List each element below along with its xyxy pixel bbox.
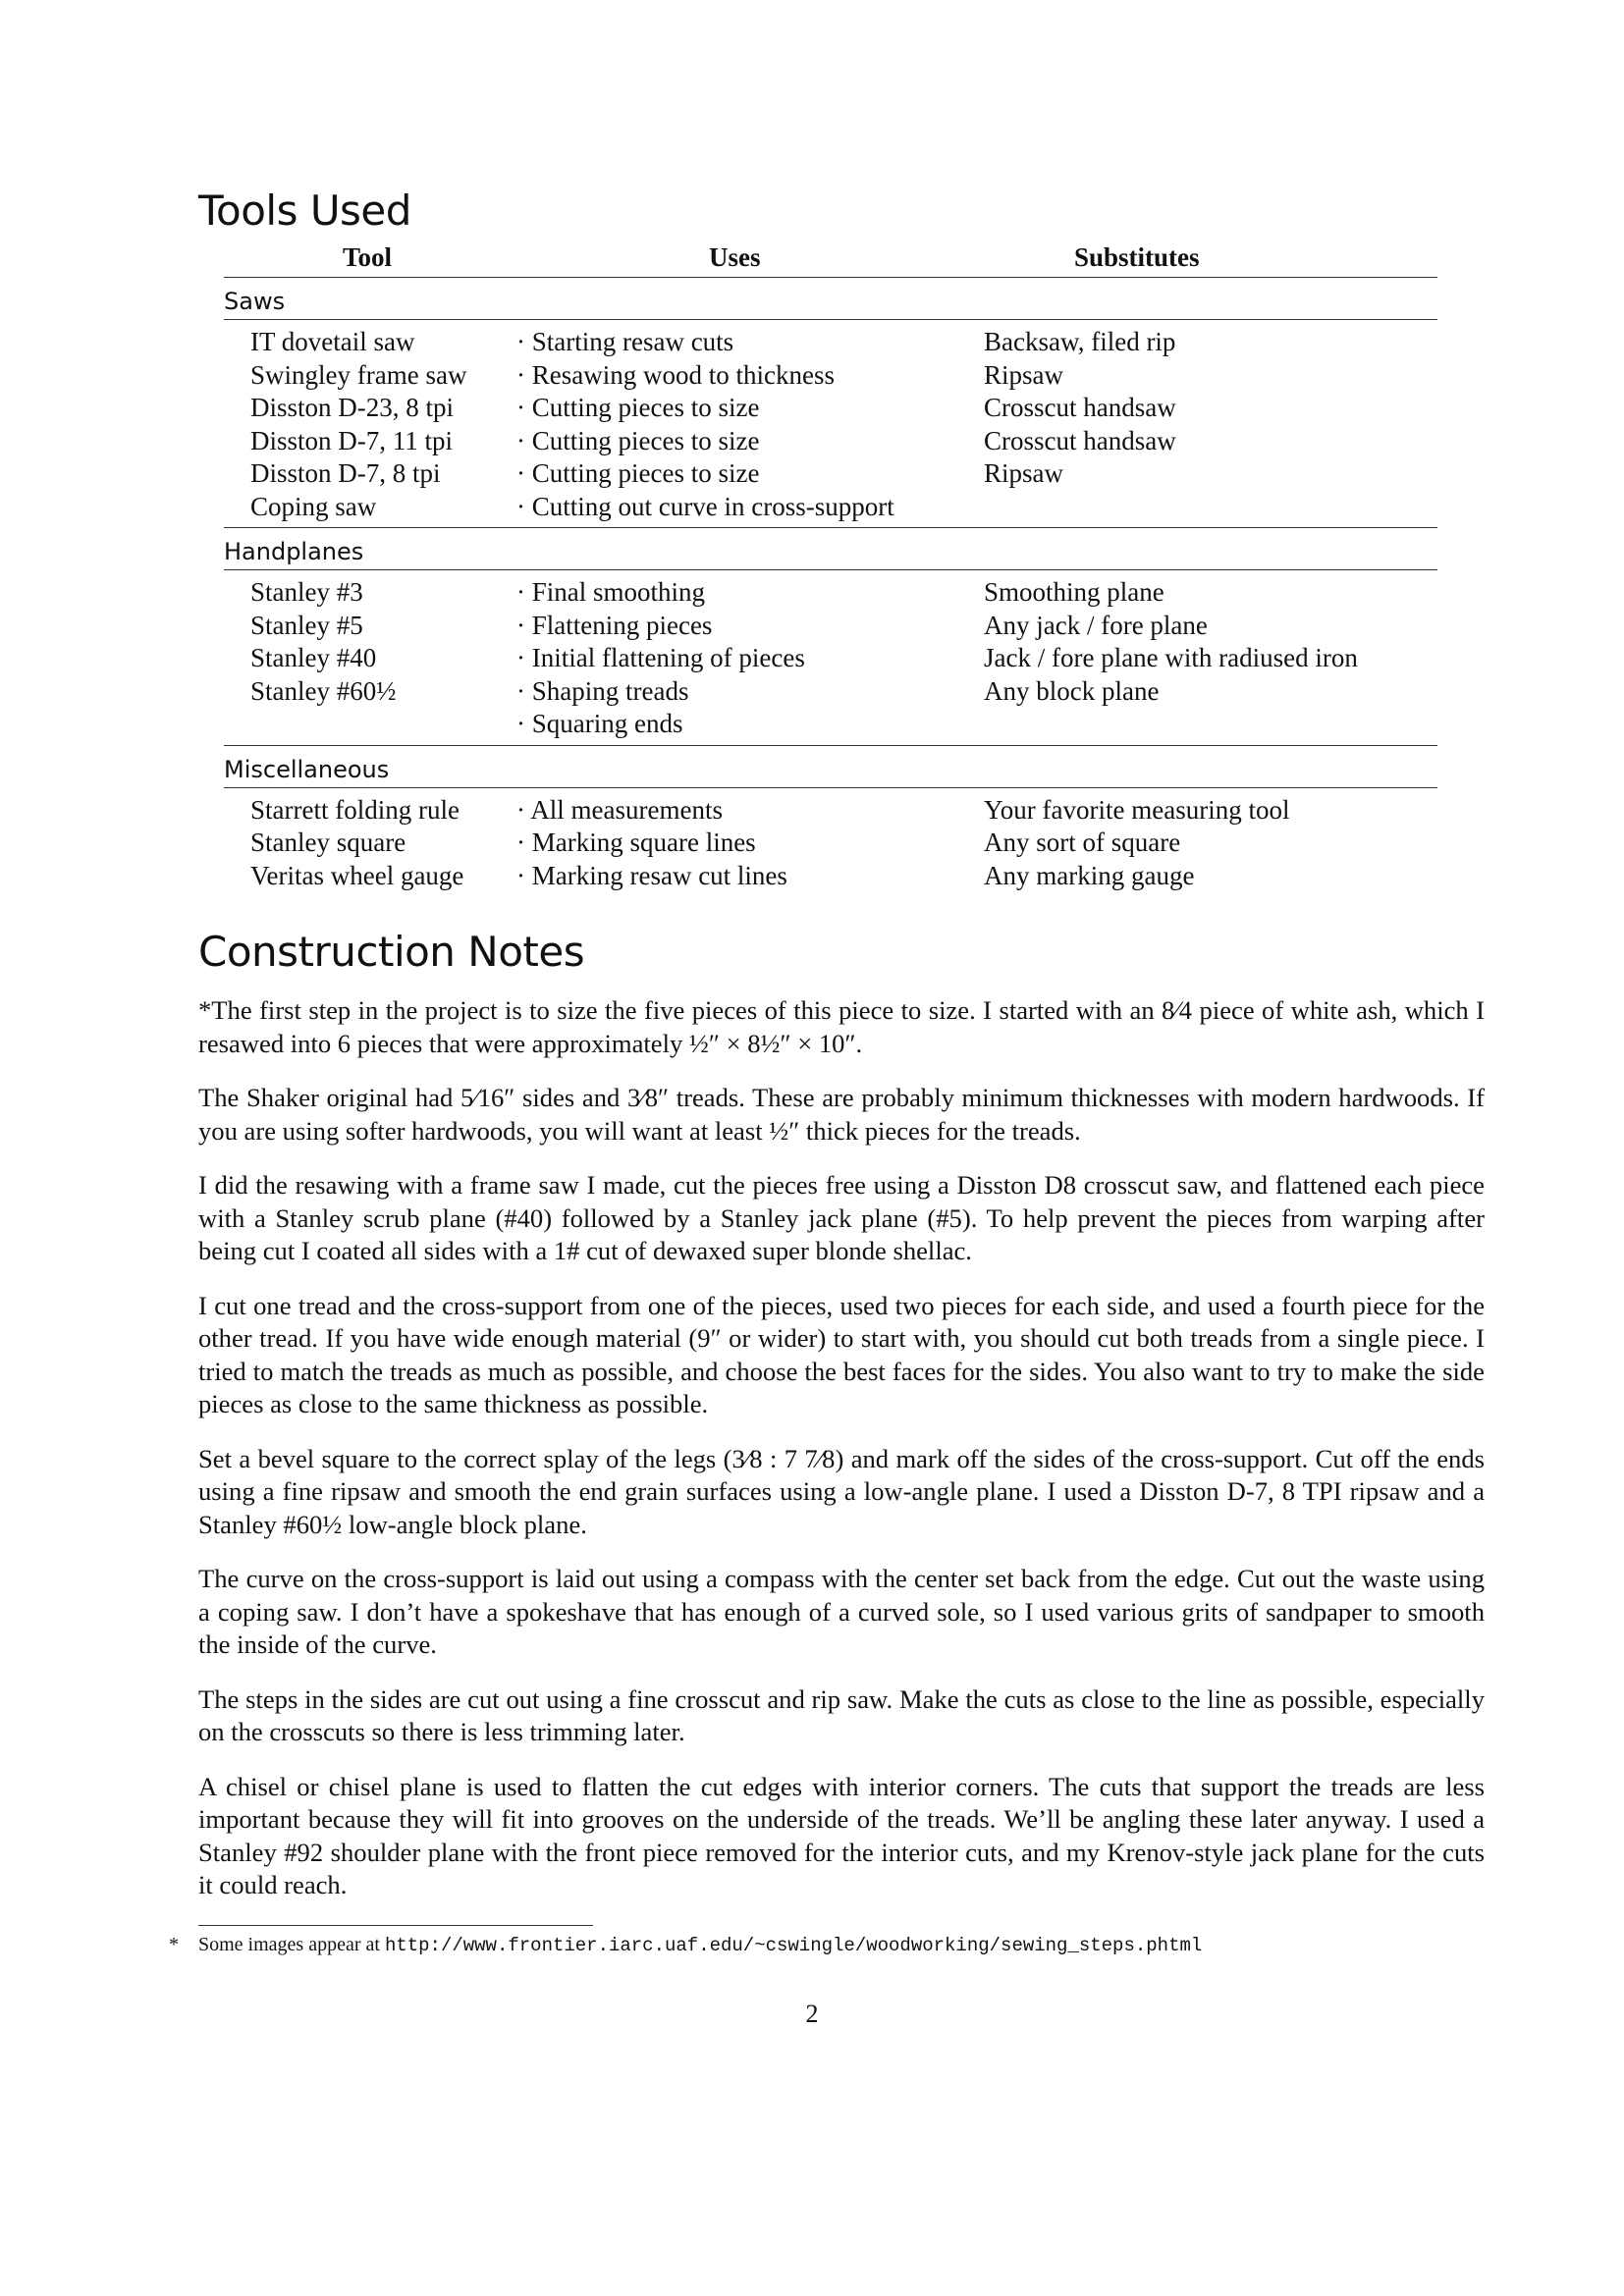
use-cell: · All measurements <box>516 794 723 825</box>
substitute-cell: Crosscut handsaw <box>984 393 1176 422</box>
use-cell: · Final smoothing <box>516 577 706 607</box>
section-rows <box>224 788 1437 897</box>
construction-notes-body <box>198 994 1485 1924</box>
tool-cell: Disston D-23, 8 tpi <box>250 393 455 422</box>
table-row <box>224 860 1437 893</box>
tool-cell: Stanley square <box>250 828 406 857</box>
table-row <box>224 392 1437 425</box>
note-paragraph: The curve on the cross-support is laid out using a compass with the center set back from the edge. Cut out the waste using a coping saw. I don’t have a spokeshave that has enough of a curved sole, so I used various grits of sandpaper to smooth the inside of the curve. <box>198 1564 1485 1659</box>
footnote-rule <box>198 1925 593 1926</box>
tool-cell: Swingley frame saw <box>250 359 467 390</box>
use-cell: · Squaring ends <box>516 709 683 738</box>
header-substitutes: Substitutes <box>1074 242 1200 272</box>
table-row <box>224 359 1437 393</box>
table-row <box>224 326 1437 359</box>
substitute-cell: Ripsaw <box>984 359 1063 390</box>
header-tool: Tool <box>343 242 393 272</box>
tool-groups <box>224 278 1437 896</box>
table-row <box>224 425 1437 458</box>
substitute-cell: Any jack / fore plane <box>984 610 1208 640</box>
use-cell: · Cutting pieces to size <box>516 425 760 455</box>
table-row <box>224 827 1437 860</box>
table-row <box>224 576 1437 610</box>
section-label: Saws <box>224 278 1437 320</box>
tool-cell: Veritas wheel gauge <box>250 860 464 890</box>
tool-cell: Disston D-7, 8 tpi <box>250 458 441 488</box>
use-cell: · Cutting out curve in cross-support <box>516 491 894 521</box>
note-paragraph: Set a bevel square to the correct splay of the legs (3⁄8 : 7 7⁄8) and mark off the sides of the cross-support. Cut off the ends using a fine ripsaw and smooth the end grain surfaces using a low-angle plane. I used a Disston D-7, 8 TPI ripsaw and a Stanley #60½ low-angle block plane. <box>198 1443 1485 1539</box>
tool-cell: Coping saw <box>250 491 377 521</box>
tool-cell: Stanley #60½ <box>250 675 397 706</box>
note-paragraph: The Shaker original had 5⁄16″ sides and 3⁄8″ treads. These are probably minimum thicknesses with modern hardwoods. If you are using softer hardwoods, you will want at least ½″ thick pieces for the treads. <box>198 1083 1485 1146</box>
substitute-cell: Ripsaw <box>984 458 1063 488</box>
note-paragraph: *The first step in the project is to size the five pieces of this piece to size. I started with an 8⁄4 piece of white ash, which I resawed into 6 pieces that were approximately ½″ × 8½″ × 10″. <box>198 995 1485 1058</box>
table-row <box>224 675 1437 709</box>
table-row <box>224 642 1437 675</box>
tool-cell: Stanley #3 <box>250 577 363 607</box>
section-rows <box>224 320 1437 527</box>
table-row <box>224 708 1437 741</box>
footnote-mark: * <box>169 1934 179 1955</box>
use-cell: · Shaping treads <box>516 675 689 706</box>
note-paragraph: A chisel or chisel plane is used to flatten the cut edges with interior corners. The cuts that support the treads are less important because they will fit into grooves on the underside of the treads. We’ll be angling these later anyway. I used a Stanley #92 shoulder plane with the front piece removed for the interior cuts, and my Krenov-style jack plane for the cuts it could reach. <box>198 1771 1485 1899</box>
tools-table <box>224 241 1437 896</box>
substitute-cell: Any marking gauge <box>984 860 1195 890</box>
note-paragraph: The steps in the sides are cut out using a fine crosscut and rip saw. Make the cuts as close to the line as possible, especially on the crosscuts so there is less trimming later. <box>198 1683 1485 1746</box>
table-row <box>224 457 1437 491</box>
note-paragraph: I cut one tread and the cross-support from one of the pieces, used two pieces for each side, and used a fourth piece for the other tread. If you have wide enough material (9″ or wider) to start with, you should cut both treads from a single piece. I tried to match the treads as much as possible, and choose the best faces for the sides. You also want to try to make the side pieces as close to the same thickness as possible. <box>198 1290 1485 1418</box>
table-row <box>224 610 1437 643</box>
substitute-cell: Any sort of square <box>984 828 1181 857</box>
use-cell: · Cutting pieces to size <box>516 458 760 488</box>
section-label: Miscellaneous <box>224 745 1437 788</box>
table-row <box>224 794 1437 828</box>
substitute-cell: Backsaw, filed rip <box>984 327 1176 356</box>
note-paragraph: I did the resawing with a frame saw I made, cut the pieces free using a Disston D8 crosscut saw, and flattened each piece with a Stanley scrub plane (#40) followed by a Stanley jack plane (#5). To help prevent the pieces from warping after being cut I coated all sides with a 1# cut of dewaxed super blonde shellac. <box>198 1170 1485 1265</box>
footnote-url[interactable]: http://www.frontier.iarc.uaf.edu/~cswingle/woodworking/sewing_steps.phtml <box>384 1935 1203 1956</box>
substitute-cell: Jack / fore plane with radiused iron <box>984 643 1358 672</box>
use-cell: · Starting resaw cuts <box>516 327 734 356</box>
use-cell: · Initial flattening of pieces <box>516 643 805 672</box>
table-header <box>224 241 1437 278</box>
footnote <box>169 1934 1202 1956</box>
page-number: 2 <box>805 2000 819 2028</box>
use-cell: · Flattening pieces <box>516 610 713 640</box>
use-cell: · Marking resaw cut lines <box>516 860 787 890</box>
tools-used-heading: Tools Used <box>198 187 411 235</box>
tool-cell: Stanley #40 <box>250 643 377 672</box>
tool-cell: IT dovetail saw <box>250 327 415 356</box>
tool-cell: Disston D-7, 11 tpi <box>250 425 454 455</box>
substitute-cell: Crosscut handsaw <box>984 425 1176 455</box>
construction-notes-heading: Construction Notes <box>198 928 585 976</box>
section-label: Handplanes <box>224 527 1437 570</box>
substitute-cell: Your favorite measuring tool <box>984 794 1290 825</box>
section-rows <box>224 570 1437 745</box>
table-row <box>224 491 1437 524</box>
tool-cell: Starrett folding rule <box>250 794 460 825</box>
use-cell: · Marking square lines <box>516 828 756 857</box>
use-cell: · Resawing wood to thickness <box>516 359 835 390</box>
substitute-cell: Any block plane <box>984 675 1160 706</box>
use-cell: · Cutting pieces to size <box>516 393 760 422</box>
footnote-text: Some images appear at <box>198 1934 385 1955</box>
header-uses: Uses <box>709 242 761 272</box>
tool-cell: Stanley #5 <box>250 610 363 640</box>
substitute-cell: Smoothing plane <box>984 577 1164 607</box>
